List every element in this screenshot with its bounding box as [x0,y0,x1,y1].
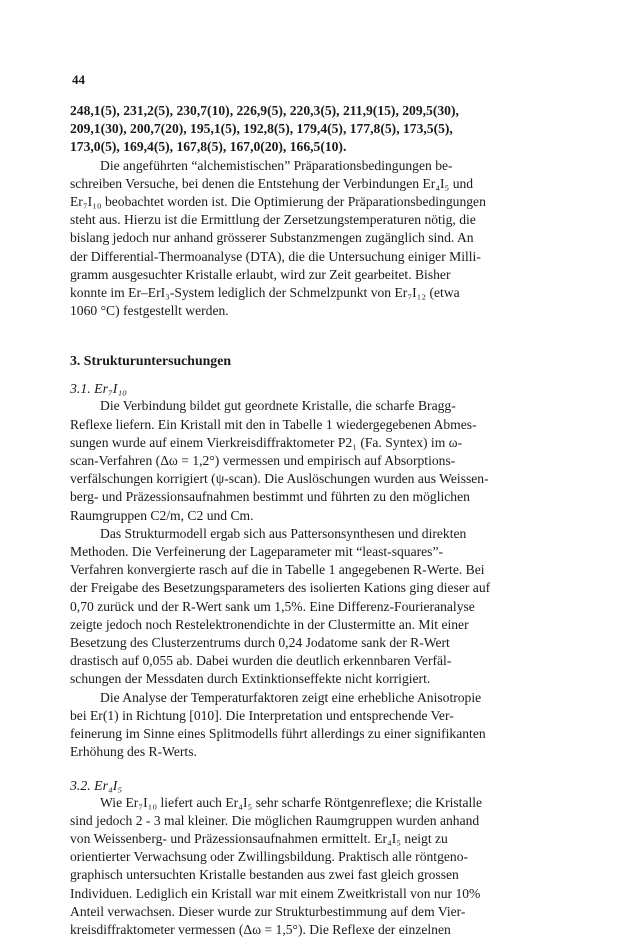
text-line: konnte im Er–ErI₃-System lediglich der Schmelzpunkt von Er₇I₁₂ (etwa [70,284,560,302]
text-line: der Freigabe des Besetzungsparameters des isolierten Kations ging dieser auf [70,579,560,597]
text-line: verfälschungen korrigiert (ψ-scan). Die Auslöschungen wurden aus Weissen- [70,470,560,488]
text-line: Methoden. Die Verfeinerung der Lageparameter mit “least-squares”- [70,543,560,561]
text-line: Erhöhung des R-Werts. [70,743,560,761]
text-line: graphisch untersuchten Kristalle bestanden aus zwei fast gleich grossen [70,866,560,884]
text-line: Raumgruppen C2/m, C2 und Cm. [70,507,560,525]
text-line: bei Er(1) in Richtung [010]. Die Interpretation und entsprechende Ver- [70,707,560,725]
text-line: 209,1(30), 200,7(20), 195,1(5), 192,8(5), 179,4(5), 177,8(5), 173,5(5), [70,120,560,138]
text-line: feinerung im Sinne eines Splitmodells führt allerdings zu einer signifikanten [70,725,560,743]
page-body [70,72,560,939]
text-line: der Differential-Thermoanalyse (DTA), die die Untersuchung einiger Milli- [70,248,560,266]
text-line: steht aus. Hierzu ist die Ermittlung der Zersetzungstemperaturen nötig, die [70,211,560,229]
text-line: bislang jedoch nur anhand grösserer Substanzmengen zugänglich sind. An [70,229,560,247]
text-line: Verfahren konvergierte rasch auf die in Tabelle 1 angegebenen R-Werte. Bei [70,561,560,579]
text-line: schreiben Versuche, bei denen die Entstehung der Verbindungen Er₄I₅ und [70,175,560,193]
text-line: Individuen. Lediglich ein Kristall war mit einem Zweitkristall von nur 10% [70,885,560,903]
text-line: 0,70 zurück und der R-Wert sank um 1,5%. Eine Differenz-Fourieranalyse [70,598,560,616]
text-line: scan-Verfahren (Δω = 1,2°) vermessen und empirisch auf Absorptions- [70,452,560,470]
text-line: 248,1(5), 231,2(5), 230,7(10), 226,9(5), 220,3(5), 211,9(15), 209,5(30), [70,102,560,120]
subsection-heading-er4i5: 3.2. Er₄I₅ [70,778,560,794]
text-line: drastisch auf 0,055 ab. Dabei wurden die deutlich erkennbaren Verfäl- [70,652,560,670]
paragraph-structure-model [70,525,560,689]
text-line: Anteil verwachsen. Dieser wurde zur Strukturbestimmung auf dem Vier- [70,903,560,921]
paragraph-er4i5 [70,794,560,939]
text-line: von Weissenberg- und Präzessionsaufnahmen ermittelt. Er₄I₅ neigt zu [70,830,560,848]
paragraph-crystal-measurement [70,397,560,524]
text-line: sind jedoch 2 - 3 mal kleiner. Die möglichen Raumgruppen wurden anhand [70,812,560,830]
text-line: Besetzung des Clusterzentrums durch 0,24 Jodatome sank der R-Wert [70,634,560,652]
text-line: Das Strukturmodell ergab sich aus Pattersonsynthesen und direkten [70,525,560,543]
text-line: schungen der Messdaten durch Extinktionseffekte nicht korrigiert. [70,670,560,688]
text-line: sungen wurde auf einem Vierkreisdiffraktometer P2₁ (Fa. Syntex) im ω- [70,434,560,452]
text-line: Die Analyse der Temperaturfaktoren zeigt eine erhebliche Anisotropie [70,689,560,707]
text-line: zeigte jedoch noch Restelektronendichte in der Clustermitte an. Mit einer [70,616,560,634]
text-line: 1060 °C) festgestellt werden. [70,302,560,320]
text-line: Er₇I₁₀ beobachtet worden ist. Die Optimierung der Präparationsbedingungen [70,193,560,211]
text-line: Reflexe liefern. Ein Kristall mit den in Tabelle 1 wiedergegebenen Abmes- [70,416,560,434]
subsection-heading-er7i10: 3.1. Er₇I₁₀ [70,381,560,397]
text-line: gramm ausgesuchter Kristalle erlaubt, wird zur Zeit gearbeitet. Bisher [70,266,560,284]
text-line: 173,0(5), 169,4(5), 167,8(5), 167,0(20), 166,5(10). [70,138,560,156]
text-line: berg- und Präzessionsaufnahmen bestimmt und führten zu den möglichen [70,488,560,506]
text-line: Die angeführten “alchemistischen” Präparationsbedingungen be- [70,157,560,175]
intro-bold-block [70,102,560,157]
text-line: Die Verbindung bildet gut geordnete Kristalle, die scharfe Bragg- [70,397,560,415]
text-line: Wie Er₇I₁₀ liefert auch Er₄I₅ sehr scharfe Röntgenreflexe; die Kristalle [70,794,560,812]
paragraph-preparation [70,157,560,321]
section-heading: 3. Strukturuntersuchungen [70,353,560,369]
text-line: orientierter Verwachsung oder Zwillingsbildung. Praktisch alle röntgeno- [70,848,560,866]
page-number: 44 [72,72,560,88]
text-line: kreisdiffraktometer vermessen (Δω = 1,5°). Die Reflexe der einzelnen [70,921,560,939]
paragraph-temperature-factors [70,689,560,762]
